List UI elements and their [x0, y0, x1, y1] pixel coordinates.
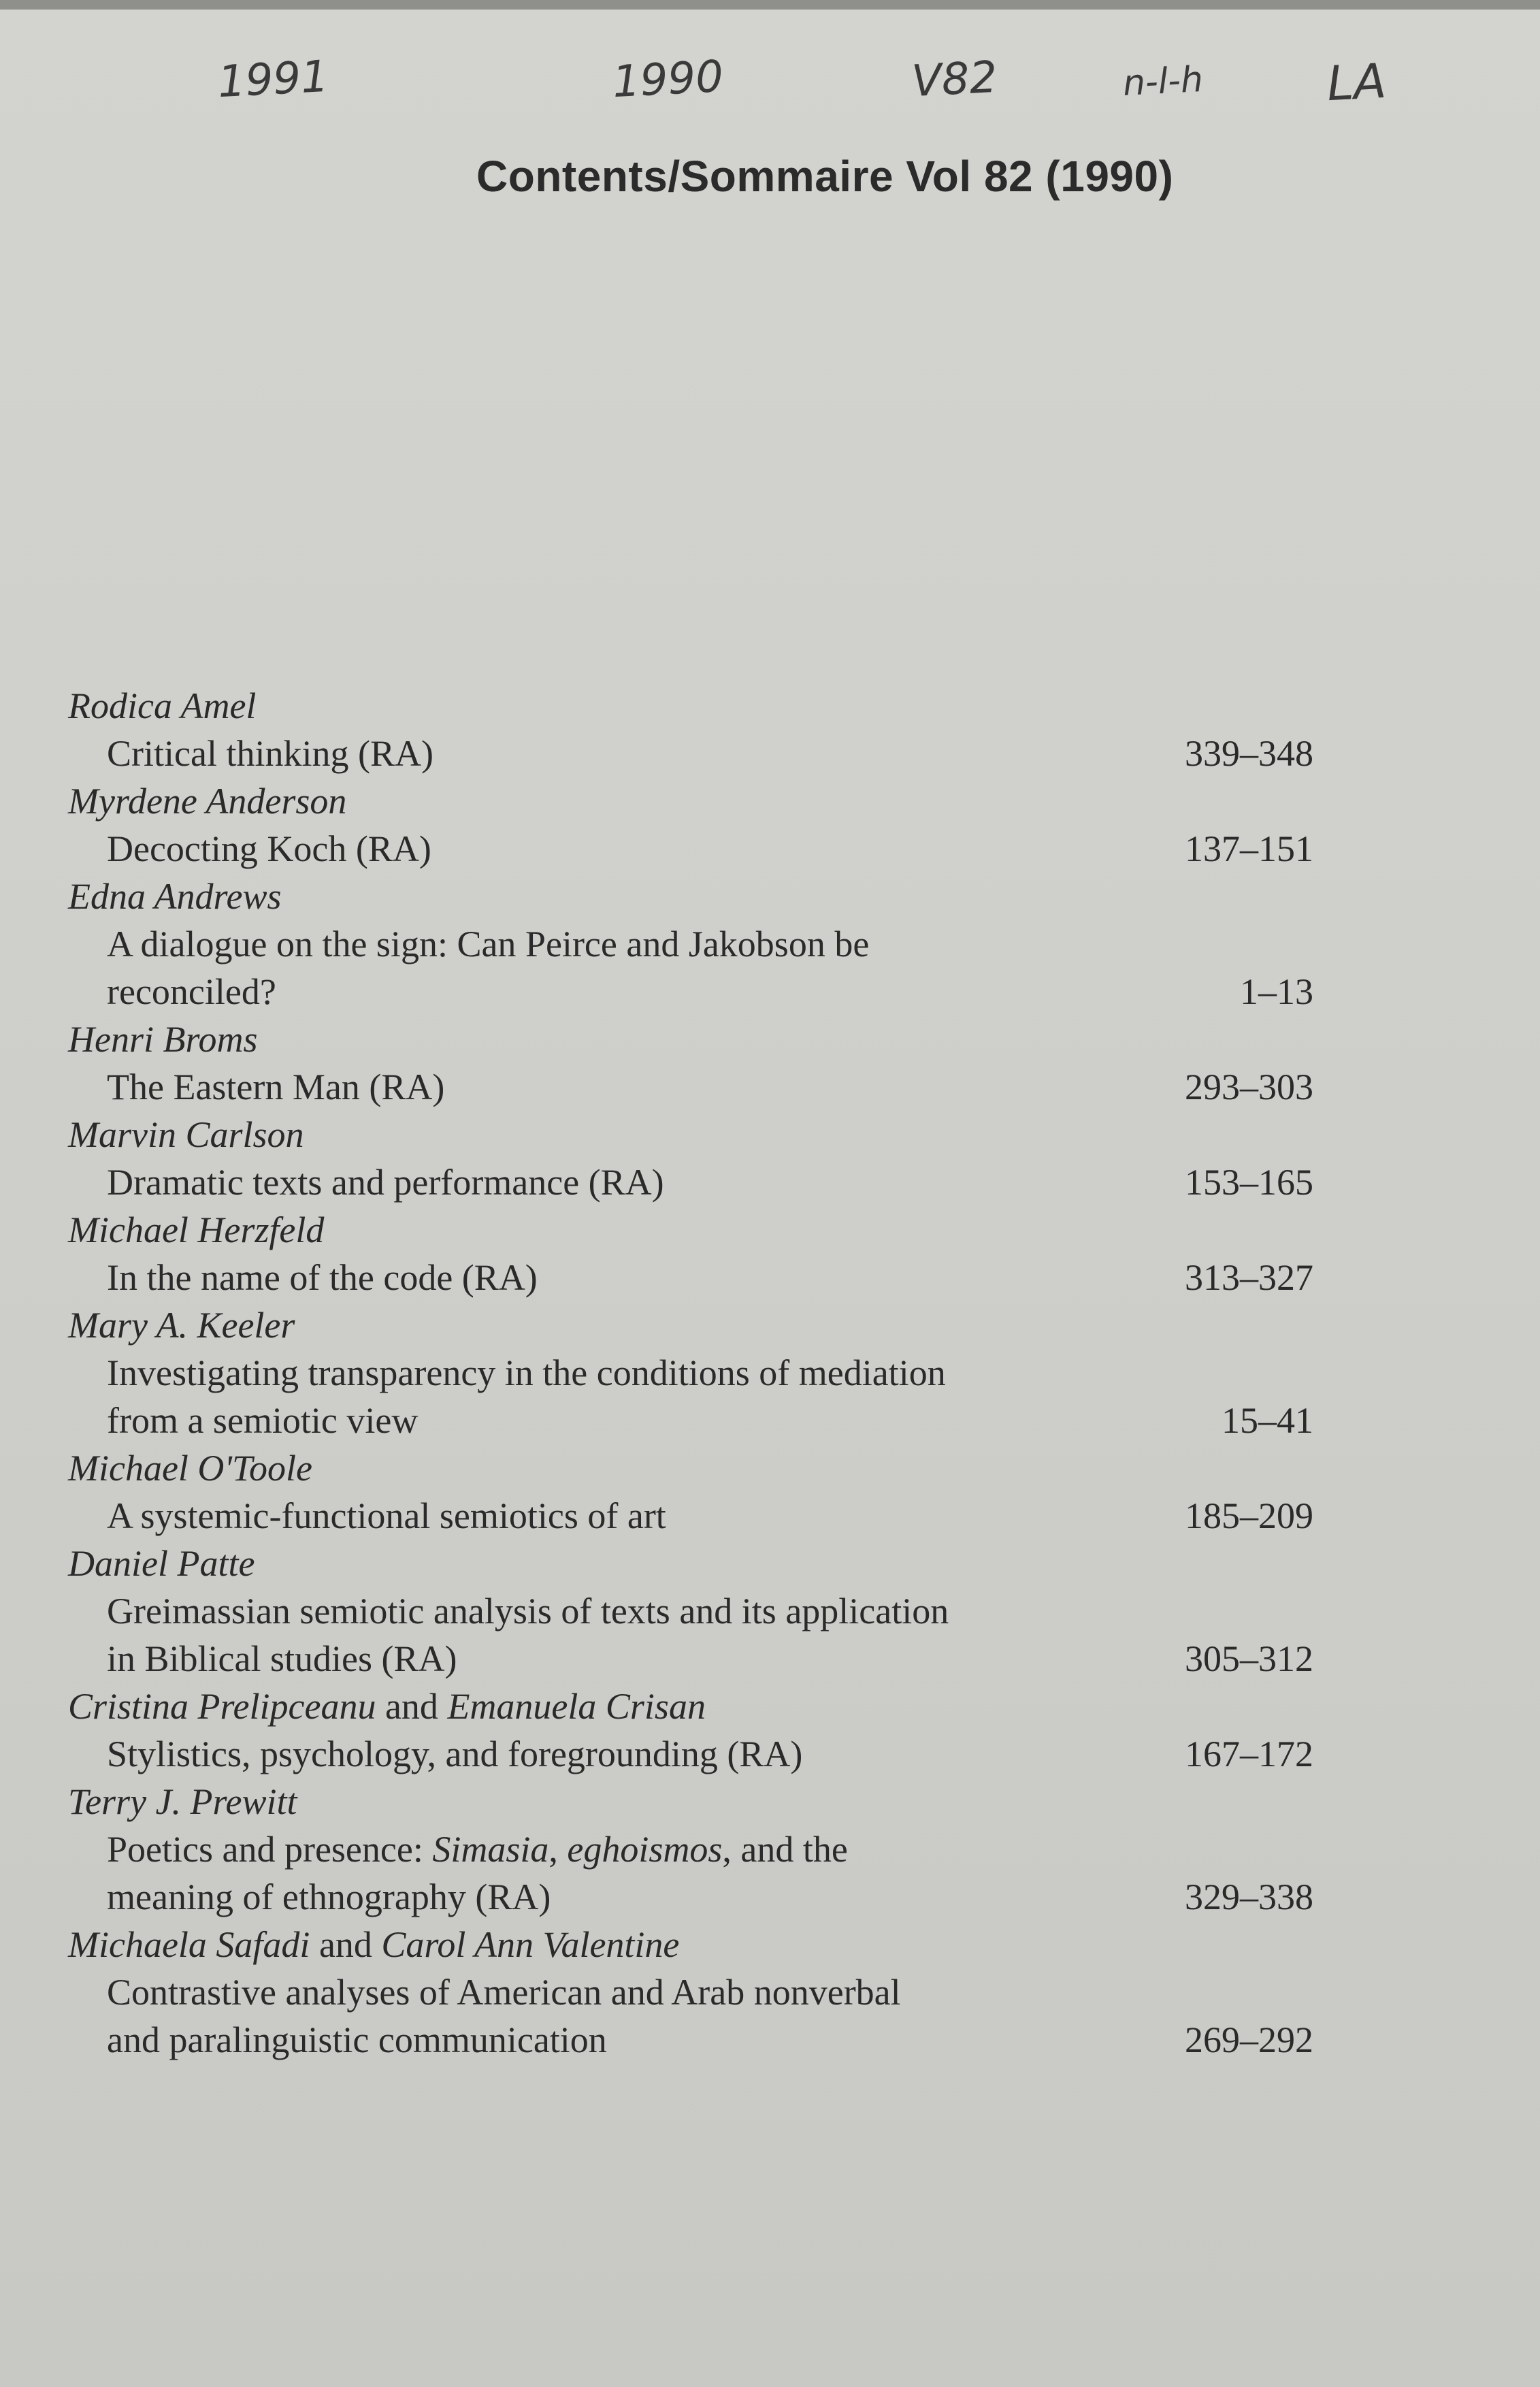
author-joiner: and — [318, 1924, 372, 1965]
entry-title-italic: Simasia — [432, 1829, 549, 1870]
entry-author — [68, 1206, 1313, 1254]
contents-entry — [68, 1016, 1313, 1111]
entry-title-text: , and the — [722, 1829, 848, 1870]
entry-title-text: from a semiotic view — [107, 1400, 419, 1441]
entry-pages: 329–338 — [1185, 1877, 1313, 1917]
author-name: Rodica Amel — [68, 685, 257, 726]
contents-entry — [68, 1111, 1313, 1206]
author-name: Daniel Patte — [68, 1543, 255, 1584]
entry-title-text: A systemic-functional semiotics of art — [107, 1495, 666, 1536]
page-title: Contents/Sommaire Vol 82 (1990) — [476, 152, 1174, 201]
contents-entry — [68, 1206, 1313, 1301]
entry-title-text: A dialogue on the sign: Can Peirce and Jakobson be — [107, 924, 870, 964]
entry-title-line — [68, 1158, 1313, 1206]
contents-list — [68, 682, 1313, 2064]
author-name: Mary A. Keeler — [68, 1305, 295, 1346]
entry-author — [68, 1921, 1313, 1968]
entry-pages: 137–151 — [1185, 828, 1313, 869]
entry-title-text: , — [548, 1829, 568, 1870]
entry-title-line — [68, 1063, 1313, 1111]
entry-title-text: Critical thinking (RA) — [107, 733, 433, 774]
entry-pages: 305–312 — [1185, 1638, 1313, 1679]
handwritten-annotations — [216, 51, 1443, 129]
author-name: Terry J. Prewitt — [68, 1781, 297, 1822]
entry-pages: 293–303 — [1185, 1067, 1313, 1107]
entry-title-text: Dramatic texts and performance (RA) — [107, 1162, 664, 1203]
entry-title-text: Investigating transparency in the conditions of mediation — [107, 1352, 946, 1393]
entry-pages: 15–41 — [1222, 1400, 1313, 1441]
entry-pages: 269–292 — [1185, 2019, 1313, 2060]
entry-author — [68, 777, 1313, 825]
author-name: Carol Ann Valentine — [381, 1924, 680, 1965]
entry-title-text: Decocting Koch (RA) — [107, 828, 431, 869]
author-name: Edna Andrews — [68, 876, 282, 917]
handwriting-note: n-l-h — [1121, 59, 1205, 105]
entry-author — [68, 873, 1313, 920]
author-name: Marvin Carlson — [68, 1114, 304, 1155]
entry-title-line — [68, 1587, 1313, 1635]
entry-title-line — [68, 1873, 1313, 1921]
entry-title-text: meaning of ethnography (RA) — [107, 1877, 551, 1917]
handwriting-note: 1991 — [216, 51, 330, 108]
entry-title-line — [68, 730, 1313, 777]
entry-title-text: In the name of the code (RA) — [107, 1257, 538, 1298]
author-name: Myrdene Anderson — [68, 781, 347, 822]
entry-title-line — [68, 1254, 1313, 1301]
entry-title-text: in Biblical studies (RA) — [107, 1638, 457, 1679]
entry-title-line — [68, 825, 1313, 873]
contents-entry — [68, 1301, 1313, 1444]
contents-entry — [68, 1778, 1313, 1921]
entry-pages: 167–172 — [1185, 1734, 1313, 1774]
entry-author — [68, 1778, 1313, 1825]
entry-title-text: Stylistics, psychology, and foregrounding (RA) — [107, 1734, 803, 1774]
author-name: Henri Broms — [68, 1019, 258, 1060]
entry-title-text: and paralinguistic communication — [107, 2019, 607, 2060]
page-top-edge — [0, 0, 1540, 10]
entry-author — [68, 682, 1313, 730]
author-name: Michael O'Toole — [68, 1448, 313, 1489]
entry-title-line — [68, 1825, 1313, 1873]
contents-entry — [68, 777, 1313, 873]
entry-pages: 153–165 — [1185, 1162, 1313, 1203]
entry-title-line — [68, 1730, 1313, 1778]
entry-title-line — [68, 1635, 1313, 1683]
entry-title-text: reconciled? — [107, 971, 276, 1012]
entry-title-text: Poetics and presence: — [107, 1829, 433, 1870]
handwriting-note: V82 — [911, 52, 999, 108]
contents-entry — [68, 1540, 1313, 1683]
contents-entry — [68, 1683, 1313, 1778]
entry-title-line — [68, 1349, 1313, 1397]
entry-pages: 1–13 — [1240, 971, 1313, 1012]
entry-pages: 185–209 — [1185, 1495, 1313, 1536]
contents-entry — [68, 1444, 1313, 1540]
author-name: Michael Herzfeld — [68, 1209, 325, 1250]
author-name: Emanuela Crisan — [447, 1686, 706, 1727]
entry-title-line — [68, 1968, 1313, 2016]
entry-author — [68, 1301, 1313, 1349]
entry-title-line — [68, 1397, 1313, 1444]
handwriting-note: LA — [1325, 52, 1388, 112]
entry-author — [68, 1111, 1313, 1158]
entry-author — [68, 1444, 1313, 1492]
entry-title-text: Greimassian semiotic analysis of texts and its application — [107, 1591, 949, 1631]
entry-author — [68, 1540, 1313, 1587]
entry-title-line — [68, 920, 1313, 968]
entry-title-line — [68, 1492, 1313, 1540]
author-joiner: and — [384, 1686, 438, 1727]
handwriting-note: 1990 — [611, 51, 725, 108]
entry-title-line — [68, 968, 1313, 1016]
entry-title-text: The Eastern Man (RA) — [107, 1067, 445, 1107]
author-name: Michaela Safadi — [68, 1924, 310, 1965]
entry-title-italic: eghoismos — [567, 1829, 723, 1870]
entry-author — [68, 1683, 1313, 1730]
contents-entry — [68, 1921, 1313, 2064]
author-name: Cristina Prelipceanu — [68, 1686, 376, 1727]
contents-entry — [68, 873, 1313, 1016]
entry-title-text: Contrastive analyses of American and Arab nonverbal — [107, 1972, 901, 2013]
entry-pages: 339–348 — [1185, 733, 1313, 774]
contents-entry — [68, 682, 1313, 777]
entry-title-line — [68, 2016, 1313, 2064]
entry-author — [68, 1016, 1313, 1063]
entry-pages: 313–327 — [1185, 1257, 1313, 1298]
